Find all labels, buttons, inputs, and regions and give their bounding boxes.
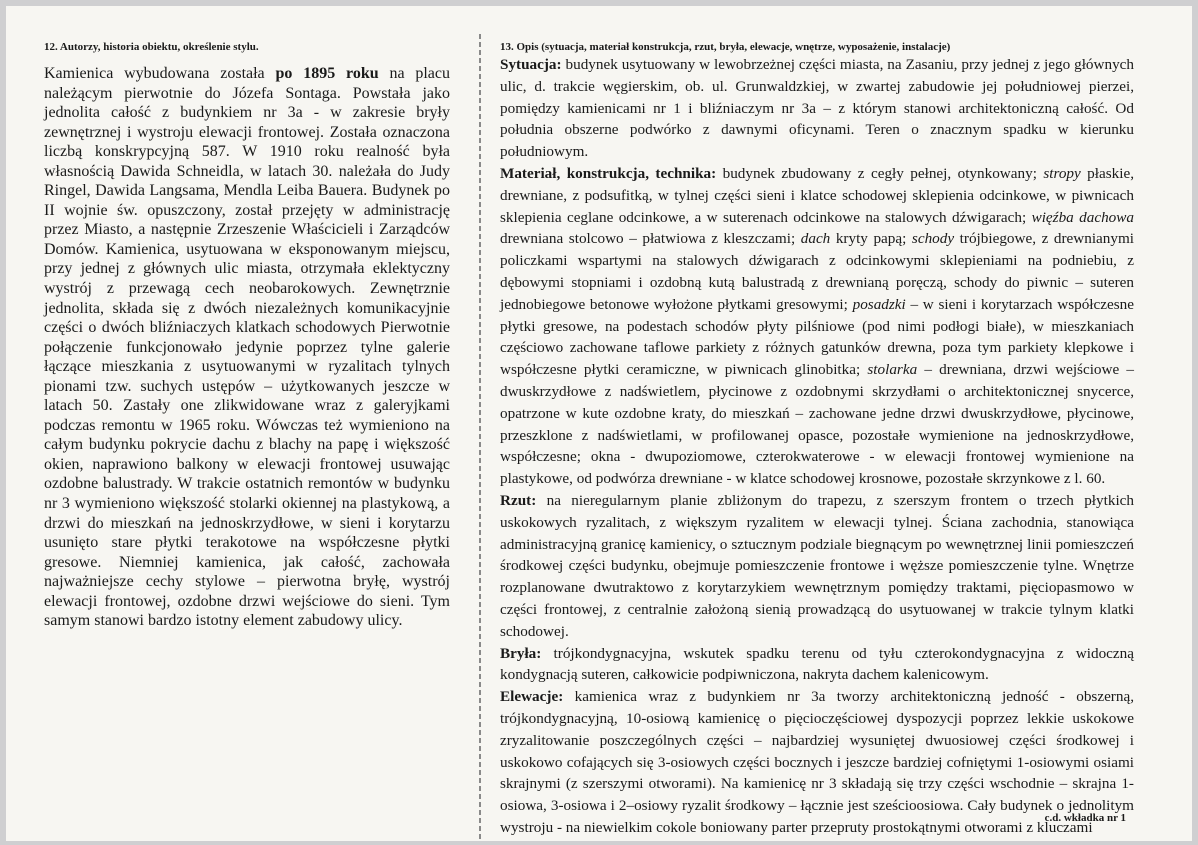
label-rzut: Rzut: (500, 491, 537, 509)
section-12-text: Kamienica wybudowana została po 1895 roku na placu należącym pierwotnie do Józefa Sontaga. Powstała jako jednolita całość z budynkiem nr 3a - w zakresie bryły zewnętrznej i wystroju elewacji frontowej. Została oznaczona liczbą konskrypcyjną 587. W 1910 roku realność była własnością Dawida Schneidla, w latach 30. należała do Judy Ringel, Dawida Langsama, Mendla Leiba Bauera. Budynek po II wojnie św. opuszczony, został przejęty w administrację przez Miasto, a następnie Zrzeszenie Właścicieli i Zarządców Domów. Kamienica, usytuowana w eksponowanym miejscu, przy jednej z głównych ulic miasta, otrzymała eklektyczny wystrój z przewagą cech neobarokowych. Zewnętrznie jednolita, składa się z dwóch niezależnych komunikacyjnie części o dwóch bliźniaczych klatkach schodowych Pierwotnie połączenie funkcjonowało jedynie poprzez tylne galerie łączące mieszkania z usytuowanymi w ryzalitach tylnych pionami tzw. suchych ustępów – użytkowanych jeszcze w latach 50. Zastały one zlikwidowane wraz z galeryjkami podczas remontu w 1965 roku. Wówczas też wymieniono na całym budynku pokrycie dachu z blachy na papę i większość okien, naprawiono balkony w elewacji frontowej usuwając ozdobne balustrady. W trakcie ostatnich remontów w budynku nr 3 wymieniono większość stolarki okiennej na plastykową, a drzwi do mieszkań na jednoskrzydłowe, w sieni i korytarzu usunięto stare płytki terakotowe na współczesne płytki gresowe. Niemniej kamienica, jak całość, zachowała najważniejsze cechy stylowe – pierwotna bryłę, wystrój elewacji frontowej, ozdobne drzwi wejściowe do sieni. Tym samym stanowi bardzo istotny element zabudowy ulicy. (44, 65, 451, 630)
document-page (6, 6, 1192, 841)
section-13-text (500, 54, 1134, 839)
paragraph-elewacje: Elewacje: kamienica wraz z budynkiem nr 3a tworzy architektoniczną jedność - obszerną, trójkondygnacyjną, 10-osiową kamienicę o pięcioczęściowej dyspozycji poprzez lekkie uskokowe zryzalitowanie poszczególnych części – najbardziej wysuniętej dwuosiowej części środkowej i uskokowo cofających się 3-osiowych części bocznych i jeszcze bardziej cofniętymi 1-osiowymi osiami skrajnymi (z szerszymi otworami). Na kamienicę nr 3 składają się trzy części wschodnie – skrajna 1-osiowa, 3-osiowa i 2–osiowy ryzalit środkowy – łącznie jest sześcioosiowa. Cały budynek o jednolitym wystroju - na niewielkim cokole boniowany parter przepruty prostokątnymi otworami z kluczami (500, 688, 1134, 836)
continuation-note: c.d. wkładka nr 1 (1044, 812, 1126, 824)
label-sytuacja: Sytuacja: (500, 56, 562, 73)
section-12 (44, 40, 450, 631)
column-divider (479, 34, 481, 842)
paragraph-bryla: Bryła: trójkondygnacyjna, wskutek spadku terenu od tyłu czterokondygnacyjna z widoczną kondygnacją suteren, całkowicie podpiwniczona, nakryta dachem kalenicowym. (500, 644, 1134, 684)
construction-date: po 1895 roku (275, 65, 379, 82)
section-13-heading: 13. Opis (sytuacja, materiał konstrukcja, rzut, bryła, elewacje, wnętrze, wyposażenie, instalacje) (500, 41, 951, 53)
label-bryla: Bryła: (500, 644, 542, 662)
section-12-heading: 12. Autorzy, historia obiektu, określenie stylu. (44, 41, 259, 53)
label-elewacje: Elewacje: (500, 688, 564, 706)
paragraph-rzut: Rzut: na nieregularnym planie zbliżonym do trapezu, z szerszym frontem o trzech płytkich uskokowych ryzalitach, z większym ryzalitem w elewacji tylnej. Ściana zachodnia, stanowiąca administracyjną granicę kamienicy, o sztucznym podziale biegnącym po wewnętrznej linii pomieszczeń środkowej części budynku, obejmuje pomieszczenie frontowe i węższe pomieszczenie tylne. Wnętrze rozplanowane dwutraktowo z korytarzykiem wewnętrznym pomiędzy traktami, pięciopasmowo w części frontowej, z centralnie założoną sienią prowadzącą do usytuowanej w trakcie tylnym klatki schodowej. (500, 491, 1134, 640)
section-13 (500, 40, 1134, 839)
label-material: Materiał, konstrukcja, technika: (500, 164, 717, 182)
paragraph-sytuacja: Sytuacja: budynek usytuowany w lewobrzeżnej części miasta, na Zasaniu, przy jednej z jego głównych ulic, d. trakcie węgierskim, ob. ul. Grunwaldzkiej, w zwartej zabudowie jej południowej pierzei, pomiędzy kamienicami nr 1 i bliźniaczym nr 3a – z którym stanowi architektoniczną całość. Od południa obszerne podwórko z dawnymi oficynami. Teren o znacznym spadku w kierunku południowym. (500, 56, 1134, 161)
paragraph-material: Materiał, konstrukcja, technika: budynek zbudowany z cegły pełnej, otynkowany; stropy płaskie, drewniane, z podsufitką, w tylnej części sieni i klatce schodowej sklepienia odcinkowe, w piwnicach sklepienia ceglane odcinkowe, a w suterenach odcinkowe na stalowych dźwigarach; więźba dachowa drewniana stolcowo – płatwiowa z kleszczami; dach kryty papą; schody trójbiegowe, z drewnianymi policzkami wspartymi na stalowych dźwigarach z odcinkowymi sklepieniami na podniebiu, z dębowymi stopniami i ozdobną kutą balustradą z drewnianą poręczą, schody do piwnic – suteren jednobiegowe betonowe wyłożone płytkami gresowymi; posadzki – w sieni i korytarzach współczesne płytki gresowe, na podestach schodów płyty pilśniowe (pod nimi podłogi białe), w mieszkaniach częściowo zachowane taflowe parkiety z różnych gatunków drewna, poza tym parkiety klepkowe i współczesne płytki ceramiczne, w piwnicach glinobitka; stolarka – drewniana, drzwi wejściowe – dwuskrzydłowe z nadświetlem, płycinowe z ozdobnymi skrzydłami o architektonicznej snycerce, opatrzone w kute ozdobne kraty, do mieszkań – zachowane jedne drzwi dwuskrzydłowe, płycinowe, przeszklone z nadświetlami, w profilowanej opasce, pozostałe wymienione na jednoskrzydłowe, współczesne; okna - dwupoziomowe, czterokwaterowe - w elewacji frontowej wymienione na plastykowe, od podwórza drewniane - w klatce schodowej krosnowe, pozostałe skrzynkowe z l. 60. (500, 164, 1135, 488)
